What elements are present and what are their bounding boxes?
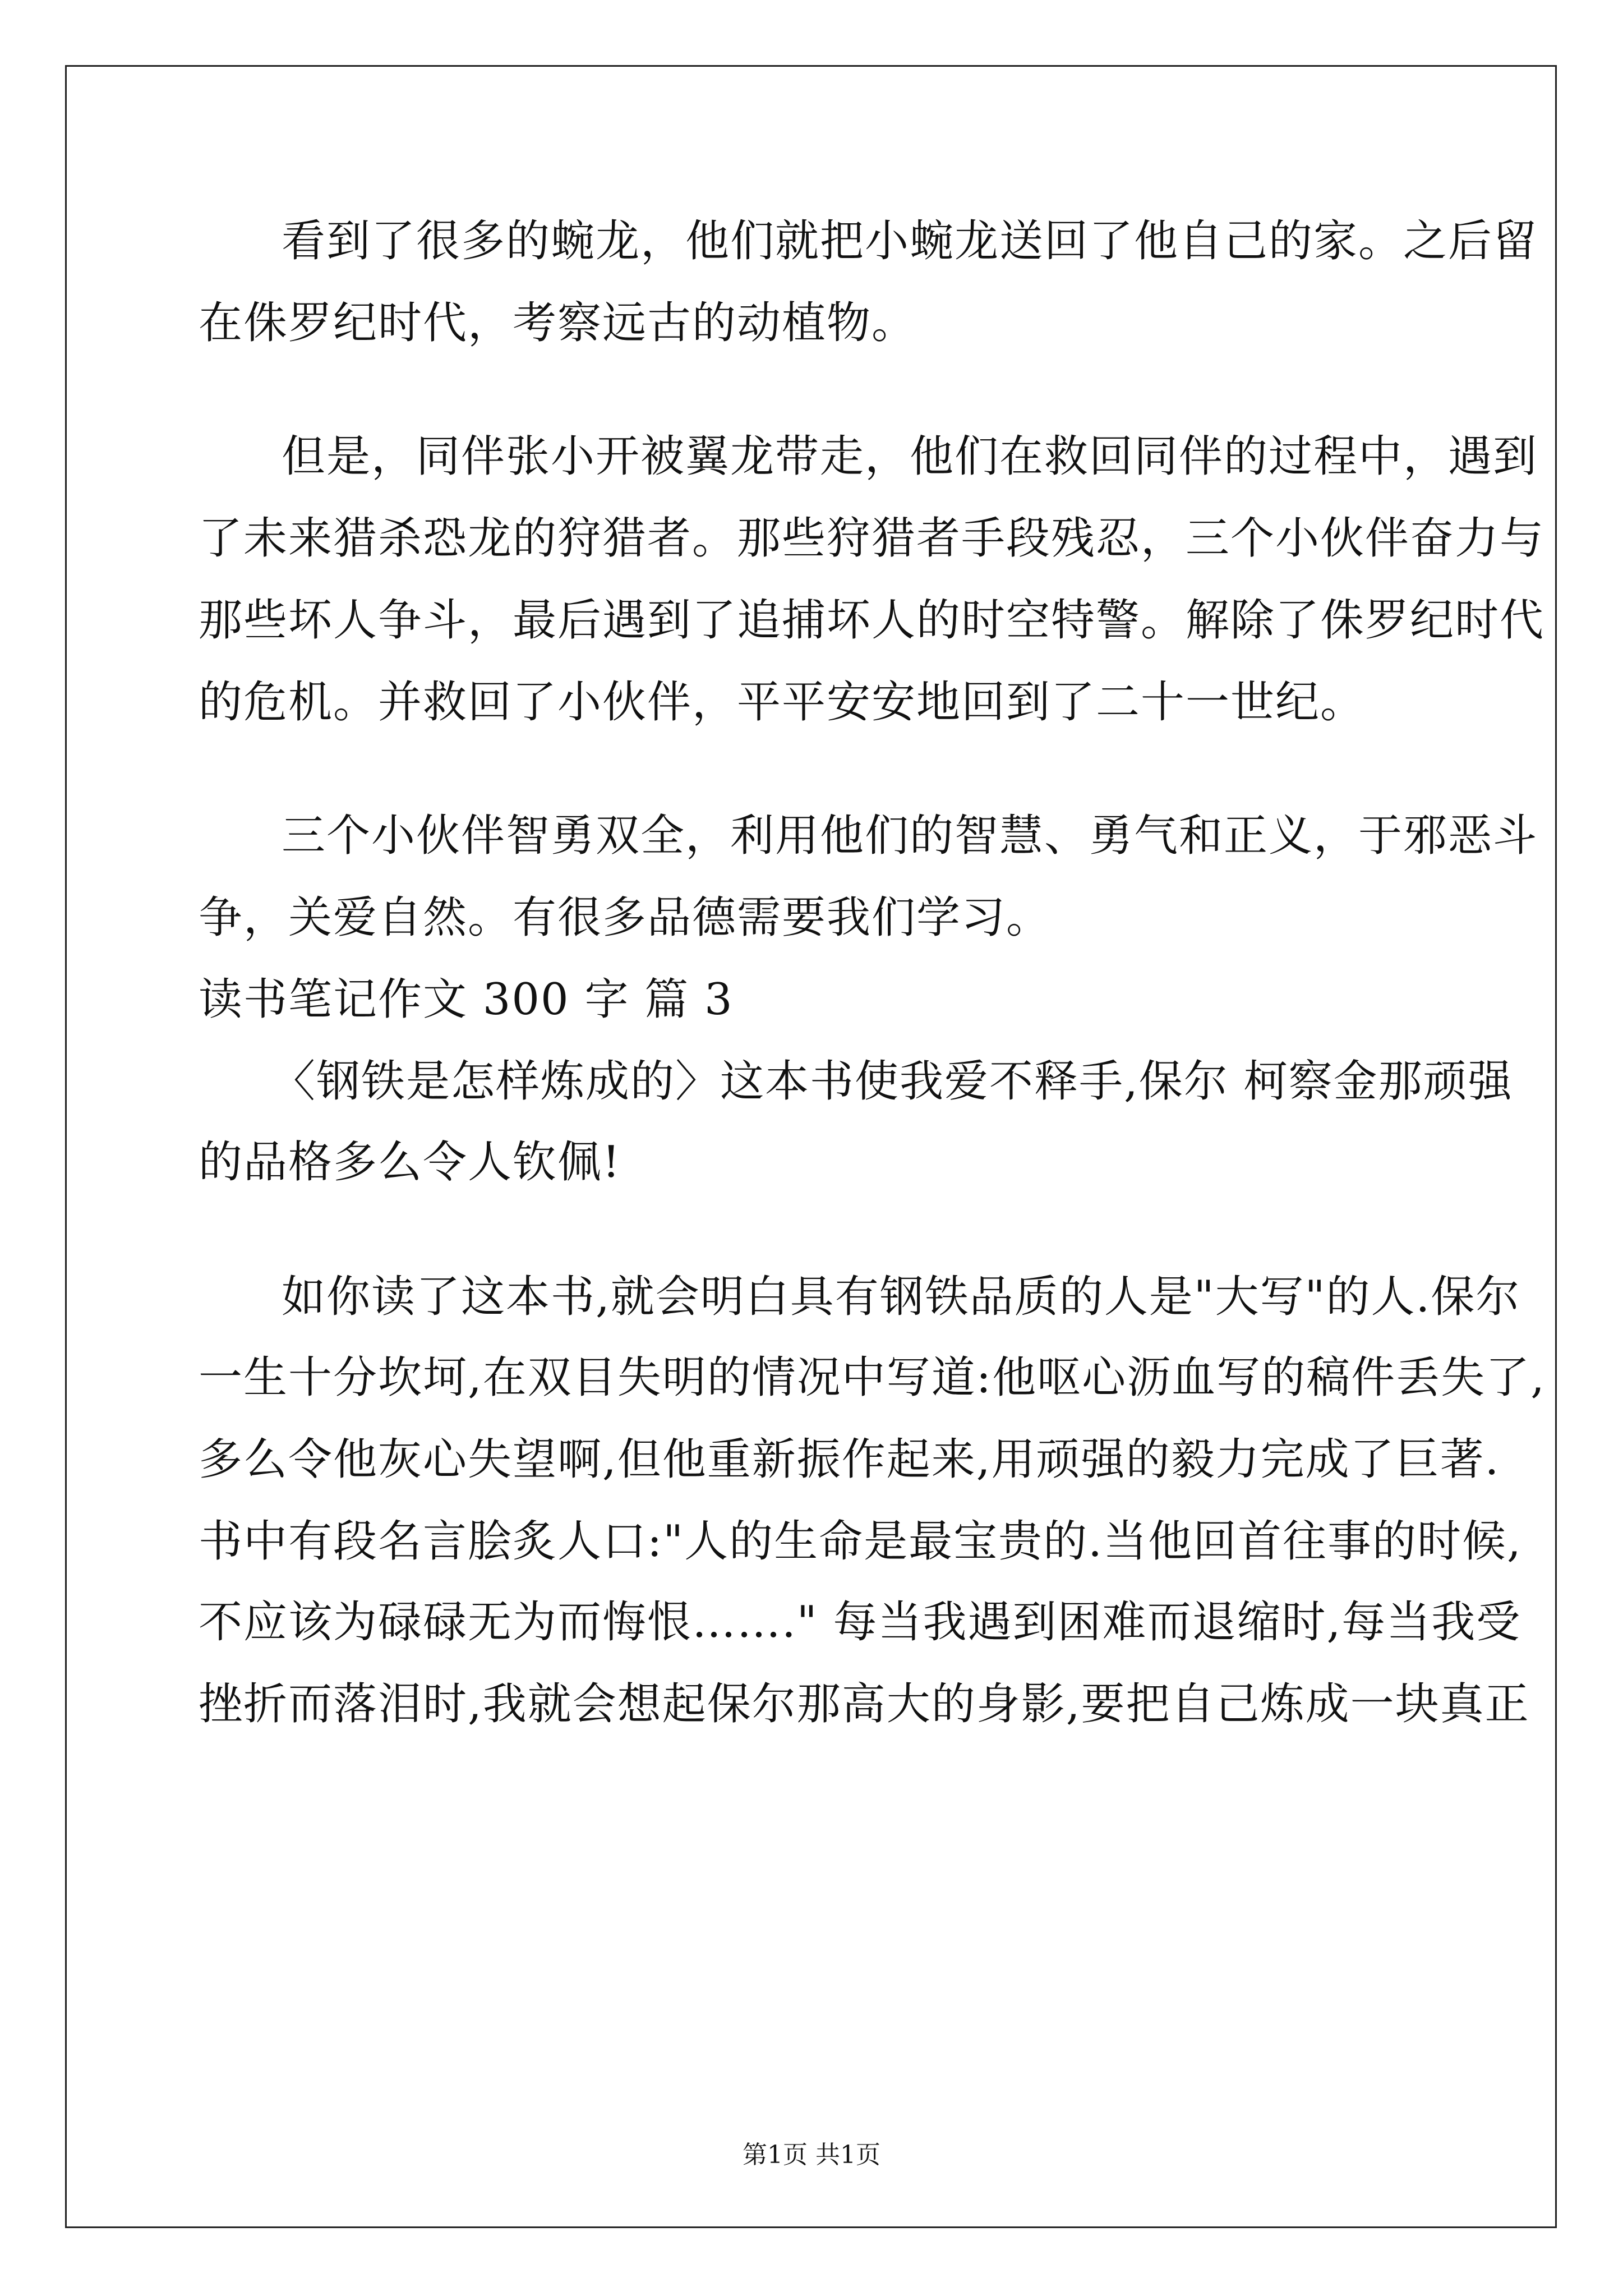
- paragraph-line: 但是，同伴张小开被翼龙带走，他们在救回同伴的过程中，遇到: [282, 431, 1538, 482]
- paragraph-line: 争，关爱自然。有很多品德需要我们学习。: [199, 892, 1052, 943]
- paragraph-line: 看到了很多的蜿龙，他们就把小蜿龙送回了他自己的家。之后留: [282, 216, 1538, 266]
- paragraph-line: 如你读了这本书,就会明白具有钢铁品质的人是"大写"的人.保尔: [282, 1272, 1521, 1322]
- paragraph-line: 那些坏人争斗，最后遇到了追捕坏人的时空特警。解除了侏罗纪时代: [199, 595, 1545, 646]
- paragraph-line: 多么令他灰心失望啊,但他重新振作起来,用顽强的毅力完成了巨著.: [199, 1434, 1500, 1485]
- paragraph-line: 〈钢铁是怎样炼成的〉这本书使我爱不释手,保尔 柯察金那顽强: [271, 1056, 1513, 1107]
- paragraph-line: 一生十分坎坷,在双目失明的情况中写道:他呕心沥血写的稿件丢失了,: [199, 1352, 1546, 1403]
- section-heading: 读书笔记作文 300 字 篇 3: [199, 974, 734, 1025]
- paragraph-line: 的品格多么令人钦佩!: [199, 1137, 621, 1188]
- paragraph-line: 挫折而落泪时,我就会想起保尔那高大的身影,要把自己炼成一块真正: [199, 1679, 1530, 1729]
- page-number-footer: 第1页 共1页: [743, 2141, 880, 2169]
- paragraph-line: 的危机。并救回了小伙伴，平平安安地回到了二十一世纪。: [199, 677, 1366, 728]
- paragraph-line: 了未来猎杀恐龙的狩猎者。那些狩猎者手段残忍，三个小伙伴奋力与: [199, 513, 1545, 564]
- paragraph-line: 不应该为碌碌无为而悔恨……." 每当我遇到困难而退缩时,每当我受: [199, 1597, 1521, 1648]
- paragraph-line: 在侏罗纪时代，考察远古的动植物。: [199, 298, 917, 348]
- paragraph-line: 三个小伙伴智勇双全，利用他们的智慧、勇气和正义，于邪恶斗: [282, 811, 1538, 861]
- paragraph-line: 书中有段名言脍炙人口:"人的生命是最宝贵的.当他回首往事的时候,: [199, 1516, 1522, 1567]
